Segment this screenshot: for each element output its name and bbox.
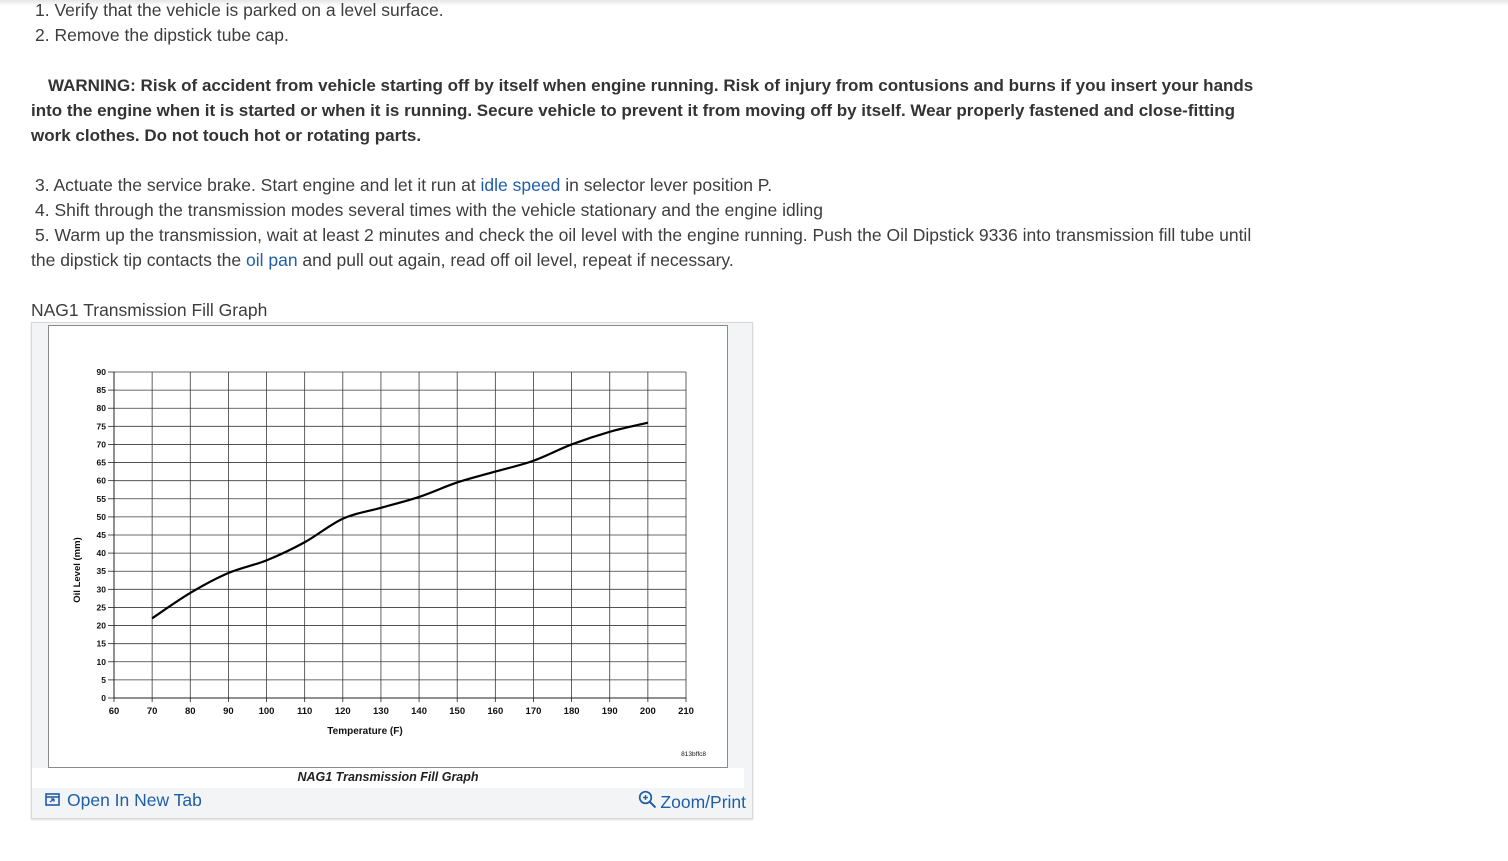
step-3 [31, 173, 1261, 198]
figure-actions [32, 789, 752, 817]
step-5 [31, 223, 1261, 273]
figure-heading: NAG1 Transmission Fill Graph [31, 300, 268, 320]
x-tick-label-60: 60 [108, 706, 120, 717]
x-tick-label-190: 190 [601, 706, 618, 717]
y-tick-label-10: 10 [96, 656, 106, 667]
open-new-tab-icon [45, 790, 60, 811]
y-tick-label-30: 30 [96, 584, 106, 595]
y-tick-label-80: 80 [96, 403, 106, 414]
y-tick-label-5: 5 [101, 674, 106, 685]
x-tick-label-80: 80 [184, 706, 196, 717]
zoom-in-icon [638, 790, 657, 814]
step-5-text-end: and pull out again, read off oil level, repeat if necessary. [297, 250, 734, 270]
x-tick-label-200: 200 [639, 706, 656, 717]
x-tick-label-110: 110 [297, 706, 313, 717]
x-tick-label-120: 120 [334, 706, 351, 717]
figure-image[interactable] [48, 325, 728, 768]
step-3-text: 3. Actuate the service brake. Start engine and let it run at [35, 175, 481, 195]
x-tick-label-170: 170 [525, 706, 542, 717]
y-tick-label-15: 15 [96, 638, 106, 649]
image-code-label: 813bffc8 [681, 751, 706, 758]
step-2: 2. Remove the dipstick tube cap. [35, 25, 289, 45]
x-tick-label-160: 160 [487, 706, 504, 717]
y-tick-label-20: 20 [96, 620, 106, 631]
y-tick-label-45: 45 [96, 530, 106, 540]
open-in-new-tab-button[interactable] [45, 790, 202, 811]
idle-speed-link[interactable]: idle speed [480, 175, 561, 195]
figure-caption: NAG1 Transmission Fill Graph [32, 768, 744, 788]
y-tick-label-90: 90 [96, 367, 106, 377]
figure-container [31, 322, 753, 819]
step-4: 4. Shift through the transmission modes several times with the vehicle stationary and the engine idling [35, 200, 823, 220]
zoom-print-button[interactable] [638, 790, 746, 814]
x-tick-label-70: 70 [146, 706, 158, 717]
y-tick-label-75: 75 [96, 421, 106, 432]
x-axis-title: Temperature (F) [327, 726, 403, 737]
y-tick-label-60: 60 [96, 475, 106, 486]
x-tick-label-130: 130 [373, 706, 389, 717]
x-tick-label-180: 180 [563, 706, 580, 717]
y-tick-label-50: 50 [96, 511, 106, 522]
x-tick-label-140: 140 [411, 706, 427, 717]
y-axis-title: Oil Level (mm) [72, 537, 83, 603]
warning-text: WARNING: Risk of accident from vehicle starting off by itself when engine running. Risk of injury from contusions and burns if you insert your hands into the engine when it is started or when it is running. Secure vehicle to prevent it from moving off by itself. Wear properly fastened and close-fitting work clothes. Do not touch hot or rotating parts. [31, 76, 1254, 145]
y-tick-label-35: 35 [96, 566, 106, 577]
y-tick-label-40: 40 [96, 548, 106, 559]
procedure-content [31, 0, 1261, 323]
y-tick-label-0: 0 [101, 693, 106, 703]
y-tick-label-65: 65 [96, 457, 106, 468]
x-tick-label-90: 90 [223, 706, 234, 717]
zoom-print-label: Zoom/Print [660, 791, 746, 812]
step-1: 1. Verify that the vehicle is parked on a level surface. [35, 0, 444, 20]
y-tick-label-55: 55 [96, 493, 106, 504]
y-tick-label-25: 25 [96, 602, 106, 613]
oil-pan-link[interactable]: oil pan [245, 250, 298, 270]
y-tick-label-70: 70 [96, 439, 106, 450]
open-in-new-tab-label: Open In New Tab [67, 790, 202, 810]
step-3-text-end: in selector lever position P. [560, 175, 773, 195]
y-tick-label-85: 85 [96, 385, 106, 396]
fill-graph-chart [49, 326, 727, 767]
step-5-text: 5. Warm up the transmission, wait at least 2 minutes and check the oil level with the engine running. Push the Oil Dipstick 9336 into transmission fill tube until the dipstick tip contacts the [31, 225, 1252, 270]
x-tick-label-210: 210 [678, 706, 694, 717]
x-tick-label-150: 150 [449, 706, 466, 717]
x-tick-label-100: 100 [258, 706, 275, 717]
